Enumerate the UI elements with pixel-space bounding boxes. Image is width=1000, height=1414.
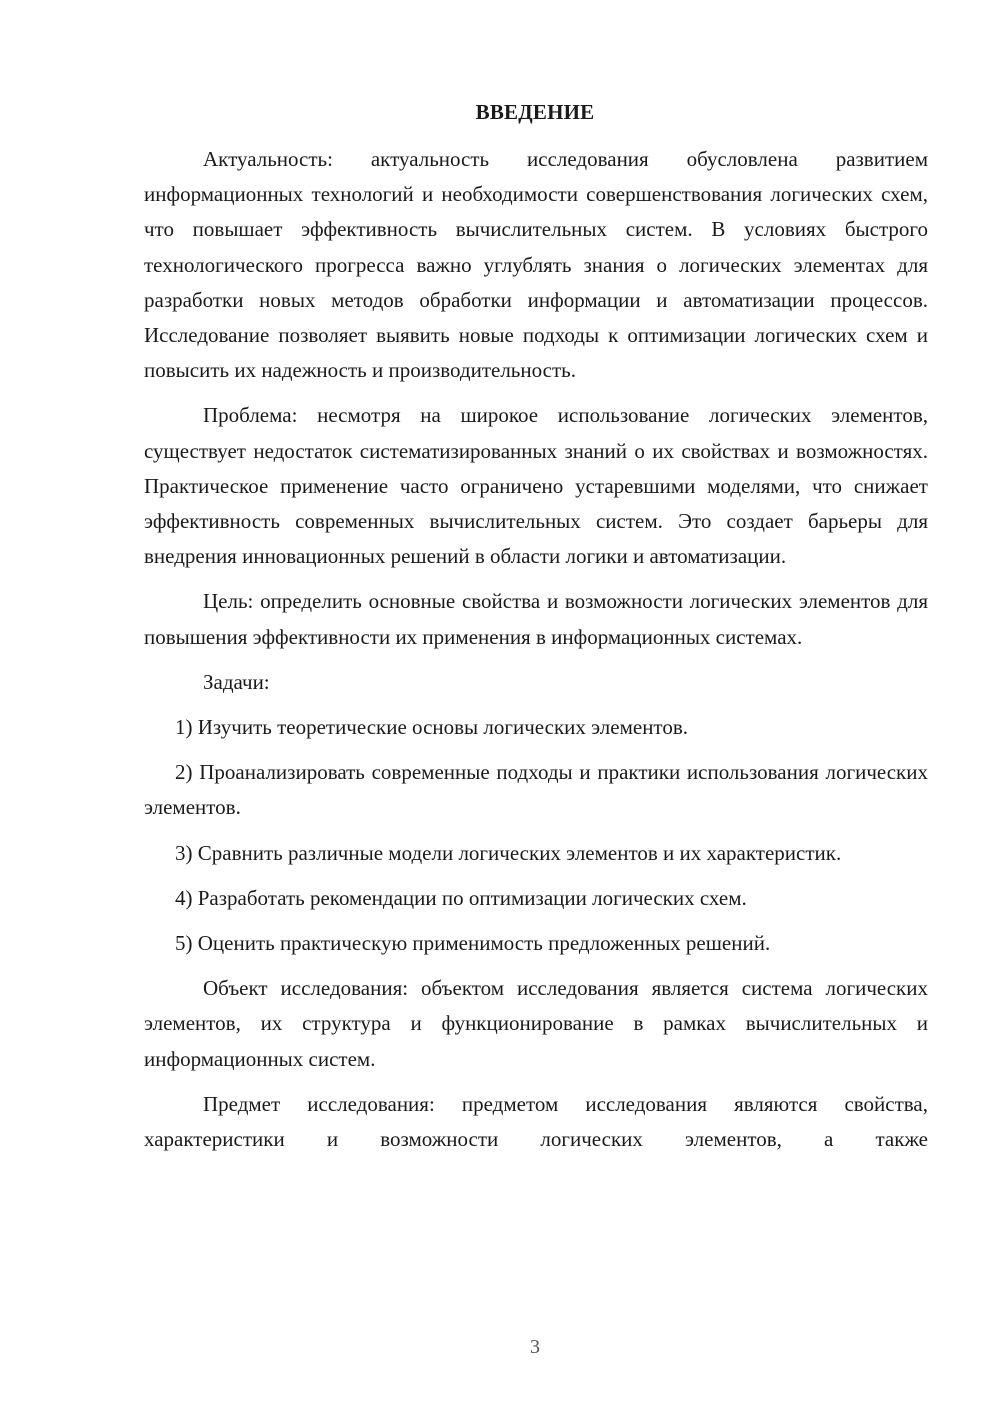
list-item: 3) Сравнить различные модели логических элементов и их характеристик. — [175, 840, 842, 865]
list-item: 1) Изучить теоретические основы логических элементов. — [175, 715, 688, 740]
list-item: 2) Проанализировать современные подходы и практики использования логических элементов. — [144, 760, 928, 820]
paragraph-goal: Цель: определить основные свойства и возможности логических элементов для повышения эффективности их применения в информационных системах. — [144, 589, 928, 649]
paragraph-object: Объект исследования: объектом исследования является система логических элементов, их структура и функционирование в рамках вычислительных и информационных систем. — [144, 976, 928, 1071]
page-number: 3 — [530, 1336, 540, 1358]
body-text — [144, 142, 928, 1157]
paragraph-problem: Проблема: несмотря на широкое использование логических элементов, существует недостаток систематизированных знаний о их свойствах и возможностях. Практическое применение часто ограничено устаревшими моделями, что снижает эффективность современных вычислительных систем. Это создает барьеры для внедрения инновационных решений в области логики и автоматизации. — [144, 403, 928, 569]
paragraph-tasks-label: Задачи: — [203, 669, 270, 694]
list-item: 4) Разработать рекомендации по оптимизации логических схем. — [175, 885, 747, 910]
paragraph-relevance: Актуальность: актуальность исследования обусловлена развитием информационных технологий и необходимости совершенствования логических схем, что повышает эффективность вычислительных систем. В условиях быстрого технологического прогресса важно углублять знания о логических элементах для разработки новых методов обработки информации и автоматизации процессов. Исследование позволяет выявить новые подходы к оптимизации логических схем и повысить их надежность и производительность. — [144, 147, 928, 383]
section-heading: ВВЕДЕНИЕ — [475, 100, 595, 124]
paragraph-subject: Предмет исследования: предметом исследования являются свойства, характеристики и возможности логических элементов, а также — [144, 1091, 928, 1152]
list-item: 5) Оценить практическую применимость предложенных решений. — [175, 931, 771, 956]
